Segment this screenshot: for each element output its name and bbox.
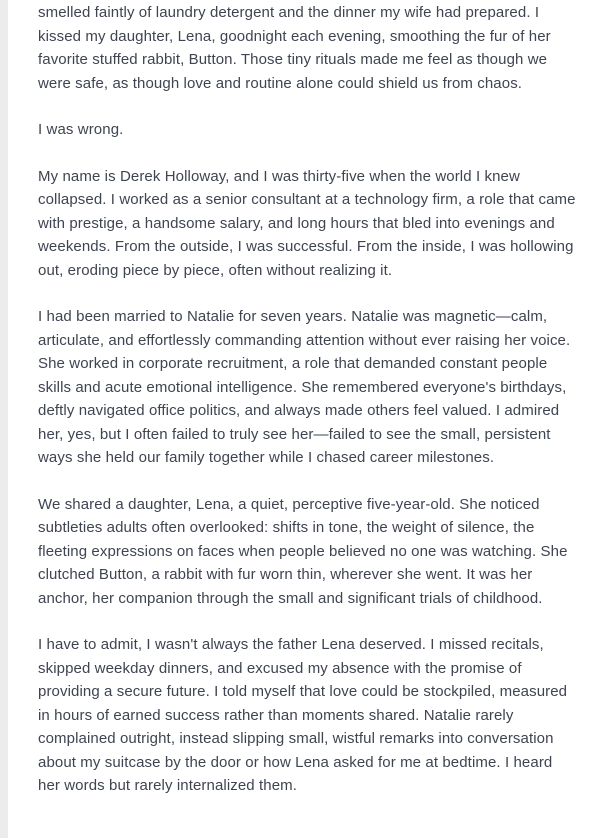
page-edge-strip [0,0,8,838]
story-paragraph: smelled faintly of laundry detergent and the dinner my wife had prepared. I kissed my daughter, Lena, goodnight each evening, smoothing the fur of her favorite stuffed rabbit, Button. Those tiny rituals made me feel as though we were safe, as though love and routine alone could shield us from chaos. [38,4,551,92]
story-paragraph: I have to admit, I wasn't always the father Lena deserved. I missed recitals, skipped weekday dinners, and excused my absence with the promise of providing a secure future. I told myself that love could be stockpiled, measured in hours of earned success rather than moments shared. Natalie rarely complained outright, instead slipping small, wistful remarks into conversation about my suitcase by the door or how Lena asked for me at bedtime. I heard her words but rarely internalized them. [38,636,568,794]
story-text-content [38,0,578,821]
story-paragraph: We shared a daughter, Lena, a quiet, perceptive five-year-old. She noticed subtleties adults often overlooked: shifts in tone, the weight of silence, the fleeting expressions on faces when people believed no one was watching. She clutched Button, a rabbit with fur worn thin, wherever she went. It was her anchor, her companion through the small and significant trials of childhood. [38,495,568,607]
story-paragraph: I had been married to Natalie for seven years. Natalie was magnetic—calm, articulate, and effortlessly commanding attention without ever raising her voice. She worked in corporate recruitment, a role that demanded constant people skills and acute emotional intelligence. She remembered everyone's birthdays, deftly navigated office politics, and always made others feel valued. I admired her, yes, but I often failed to truly see her—failed to see the small, persistent ways she held our family together while I chased career milestones. [38,308,571,466]
story-paragraph: My name is Derek Holloway, and I was thirty-five when the world I knew collapsed. I worked as a senior consultant at a technology firm, a role that came with prestige, a handsome salary, and long hours that bled into evenings and weekends. From the outside, I was successful. From the inside, I was hollowing out, eroding piece by piece, often without realizing it. [38,167,576,279]
story-paragraph: I was wrong. [38,121,124,138]
